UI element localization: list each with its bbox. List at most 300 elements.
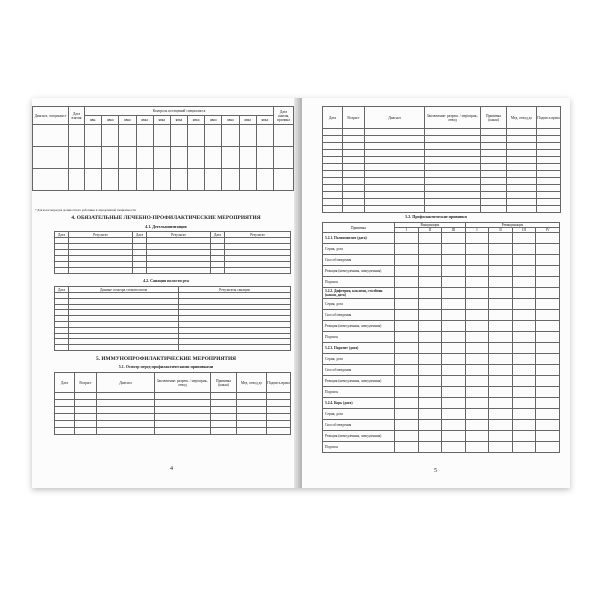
blank-cell <box>75 407 97 414</box>
blank-cell <box>69 169 85 191</box>
blank-cell <box>489 332 513 343</box>
col-vaccine: Прививка <box>323 223 395 233</box>
blank-cell <box>465 299 489 310</box>
blank-cell <box>55 407 75 414</box>
blank-cell <box>507 129 537 136</box>
blank-cell <box>512 398 536 409</box>
blank-cell <box>512 442 536 453</box>
blank-cell <box>418 332 442 343</box>
blank-cell <box>267 428 291 435</box>
blank-cell <box>69 147 85 169</box>
blank-cell <box>465 354 489 365</box>
blank-cell <box>536 266 560 277</box>
left-page <box>32 98 300 488</box>
blank-cell <box>465 442 489 453</box>
blank-cell <box>536 376 560 387</box>
blank-cell <box>418 255 442 266</box>
blank-cell <box>507 150 537 157</box>
table-row <box>323 171 561 178</box>
blank-cell <box>365 206 425 213</box>
blank-cell <box>465 266 489 277</box>
blank-cell <box>425 164 481 171</box>
blank-cell <box>512 332 536 343</box>
blank-cell <box>395 321 419 332</box>
blank-cell <box>102 125 119 147</box>
blank-cell <box>536 365 560 376</box>
vaccine-detail-row <box>323 277 560 288</box>
col-control-visits: Контроль посещений специалиста <box>85 107 274 116</box>
table-row <box>323 129 561 136</box>
blank-cell <box>425 136 481 143</box>
blank-cell <box>33 125 69 147</box>
blank-cell <box>418 277 442 288</box>
row-label: Способ введения <box>323 310 395 321</box>
blank-cell <box>55 400 75 407</box>
blank-cell <box>155 421 211 428</box>
blank-cell <box>481 199 507 206</box>
blank-cell <box>425 199 481 206</box>
blank-cell <box>323 164 343 171</box>
vaccine-group-title: 5.2.2. Дифтерия, коклюш, столбняк (какая, дата) <box>323 288 395 299</box>
blank-cell <box>256 125 273 147</box>
blank-cell <box>536 398 560 409</box>
vaccine-group-title: 5.2.4. Корь (дата) <box>323 398 395 409</box>
col-diagnosis: Диагноз, специалист <box>33 107 69 125</box>
vaccine-detail-row <box>323 365 560 376</box>
blank-cell <box>365 136 425 143</box>
blank-cell <box>512 277 536 288</box>
blank-cell <box>536 354 560 365</box>
dose-number: I <box>395 228 419 233</box>
blank-cell <box>170 147 187 169</box>
blank-cell <box>343 164 365 171</box>
blank-cell <box>489 343 513 354</box>
blank-cell <box>481 136 507 143</box>
blank-cell <box>425 185 481 192</box>
oral-header: Дата <box>55 287 69 293</box>
blank-cell <box>55 421 75 428</box>
blank-cell <box>323 192 343 199</box>
blank-cell <box>343 129 365 136</box>
blank-cell <box>211 393 237 400</box>
blank-cell <box>507 136 537 143</box>
blank-cell <box>33 147 69 169</box>
blank-cell <box>395 332 419 343</box>
blank-cell <box>153 125 170 147</box>
month-cell: явка <box>153 116 170 125</box>
blank-cell <box>365 171 425 178</box>
blank-cell <box>267 414 291 421</box>
blank-cell <box>442 376 466 387</box>
blank-cell <box>395 420 419 431</box>
row-label: Реакция (немедленная, замедленная) <box>323 376 395 387</box>
blank-cell <box>465 387 489 398</box>
blank-cell <box>536 387 560 398</box>
blank-cell <box>418 420 442 431</box>
blank-cell <box>133 268 147 274</box>
blank-cell <box>465 431 489 442</box>
blank-cell <box>365 157 425 164</box>
dose-number: III <box>442 228 466 233</box>
blank-cell <box>395 266 419 277</box>
blank-cell <box>222 125 239 147</box>
oral-header: Данные осмотра стоматологом <box>69 287 179 293</box>
blank-cell <box>237 393 267 400</box>
blank-cell <box>136 169 153 191</box>
blank-cell <box>481 171 507 178</box>
blank-cell <box>365 185 425 192</box>
blank-cell <box>537 206 561 213</box>
blank-cell <box>55 428 75 435</box>
month-cell: явка <box>239 116 256 125</box>
blank-cell <box>465 376 489 387</box>
blank-cell <box>211 400 237 407</box>
blank-cell <box>418 244 442 255</box>
blank-cell <box>205 147 222 169</box>
blank-cell <box>365 164 425 171</box>
blank-cell <box>323 136 343 143</box>
blank-cell <box>97 400 155 407</box>
blank-cell <box>536 233 560 244</box>
blank-cell <box>442 310 466 321</box>
table-row <box>323 157 561 164</box>
blank-cell <box>481 192 507 199</box>
blank-cell <box>418 376 442 387</box>
blank-cell <box>512 266 536 277</box>
blank-cell <box>465 255 489 266</box>
blank-cell <box>395 233 419 244</box>
blank-cell <box>205 125 222 147</box>
col-date-taken: Дата взятия <box>69 107 85 125</box>
blank-cell <box>119 147 136 169</box>
exam-header: Дата <box>323 107 343 129</box>
table-row <box>323 136 561 143</box>
month-cell: явка <box>188 116 205 125</box>
blank-cell <box>442 233 466 244</box>
blank-cell <box>237 407 267 414</box>
exam-header: Мед. отвод до <box>237 373 267 393</box>
blank-cell <box>343 171 365 178</box>
row-label: Способ введения <box>323 365 395 376</box>
blank-cell <box>343 143 365 150</box>
blank-cell <box>323 143 343 150</box>
blank-cell <box>418 233 442 244</box>
vaccine-detail-row <box>323 255 560 266</box>
blank-cell <box>512 354 536 365</box>
blank-cell <box>512 244 536 255</box>
vaccine-group-row <box>323 343 560 354</box>
blank-cell <box>211 428 237 435</box>
blank-cell <box>343 150 365 157</box>
table-row <box>323 206 561 213</box>
blank-cell <box>97 393 155 400</box>
col-date-removal: Дата снятия, причина <box>274 107 294 125</box>
blank-cell <box>274 147 294 169</box>
blank-cell <box>237 428 267 435</box>
blank-cell <box>395 354 419 365</box>
exam-header: Подпись врача <box>537 107 561 129</box>
blank-cell <box>256 147 273 169</box>
blank-cell <box>256 169 273 191</box>
dose-number: II <box>489 228 513 233</box>
blank-cell <box>395 431 419 442</box>
blank-cell <box>395 376 419 387</box>
month-cell: явка <box>102 116 119 125</box>
blank-cell <box>465 420 489 431</box>
blank-cell <box>418 409 442 420</box>
exam-header: Мед. отвод до <box>507 107 537 129</box>
blank-cell <box>119 125 136 147</box>
blank-cell <box>147 268 211 274</box>
blank-cell <box>119 169 136 191</box>
blank-cell <box>239 169 256 191</box>
blank-cell <box>536 409 560 420</box>
deworming-table <box>54 231 291 274</box>
blank-cell <box>512 365 536 376</box>
vaccine-detail-row <box>323 442 560 453</box>
blank-cell <box>55 414 75 421</box>
blank-cell <box>536 255 560 266</box>
blank-cell <box>489 255 513 266</box>
blank-cell <box>274 169 294 191</box>
blank-cell <box>425 129 481 136</box>
blank-cell <box>425 192 481 199</box>
row-label: Подпись <box>323 332 395 343</box>
blank-cell <box>222 147 239 169</box>
blank-cell <box>155 428 211 435</box>
dose-number: I <box>465 228 489 233</box>
blank-cell <box>155 414 211 421</box>
blank-cell <box>442 409 466 420</box>
blank-cell <box>85 125 102 147</box>
vaccine-detail-row <box>323 420 560 431</box>
blank-cell <box>170 125 187 147</box>
exam-header: Возраст <box>343 107 365 129</box>
blank-cell <box>343 178 365 185</box>
table-row <box>323 143 561 150</box>
blank-cell <box>418 266 442 277</box>
blank-cell <box>418 431 442 442</box>
blank-cell <box>465 332 489 343</box>
month-cell: явка <box>119 116 136 125</box>
blank-cell <box>418 343 442 354</box>
blank-cell <box>465 343 489 354</box>
blank-cell <box>395 310 419 321</box>
blank-cell <box>536 442 560 453</box>
blank-cell <box>343 199 365 206</box>
blank-cell <box>489 321 513 332</box>
blank-cell <box>75 400 97 407</box>
blank-cell <box>418 398 442 409</box>
blank-cell <box>365 129 425 136</box>
blank-cell <box>442 442 466 453</box>
blank-cell <box>225 268 291 274</box>
vaccine-detail-row <box>323 376 560 387</box>
blank-cell <box>442 398 466 409</box>
blank-cell <box>442 299 466 310</box>
blank-cell <box>536 332 560 343</box>
blank-cell <box>507 206 537 213</box>
blank-cell <box>395 387 419 398</box>
blank-cell <box>323 129 343 136</box>
deworm-header: Результат <box>69 232 133 238</box>
blank-cell <box>365 178 425 185</box>
blank-cell <box>489 398 513 409</box>
vaccine-detail-row <box>323 321 560 332</box>
row-label: Реакция (немедленная, замедленная) <box>323 266 395 277</box>
blank-cell <box>489 376 513 387</box>
blank-cell <box>211 421 237 428</box>
blank-cell <box>465 310 489 321</box>
oral-sanitation-table <box>54 286 291 351</box>
col-revaccination: Ревакцинация <box>465 223 559 228</box>
blank-cell <box>155 400 211 407</box>
vaccine-group-title: 5.2.3. Паротит (дата) <box>323 343 395 354</box>
notebook-spread <box>32 98 570 488</box>
blank-cell <box>222 169 239 191</box>
blank-cell <box>536 299 560 310</box>
exam-header: Возраст <box>75 373 97 393</box>
blank-cell <box>512 310 536 321</box>
month-cell: явка <box>170 116 187 125</box>
row-label: Серия, доза <box>323 299 395 310</box>
blank-cell <box>267 393 291 400</box>
table-row <box>55 393 291 400</box>
blank-cell <box>481 129 507 136</box>
blank-cell <box>537 143 561 150</box>
blank-cell <box>395 365 419 376</box>
deworm-header: Результат <box>147 232 211 238</box>
blank-cell <box>537 185 561 192</box>
blank-cell <box>136 147 153 169</box>
blank-cell <box>365 192 425 199</box>
blank-cell <box>55 393 75 400</box>
blank-cell <box>489 244 513 255</box>
blank-cell <box>395 277 419 288</box>
blank-cell <box>537 150 561 157</box>
blank-cell <box>418 310 442 321</box>
blank-cell <box>442 288 466 299</box>
deworm-header: Дата <box>211 232 225 238</box>
vaccine-detail-row <box>323 387 560 398</box>
blank-cell <box>465 288 489 299</box>
blank-cell <box>489 233 513 244</box>
blank-cell <box>155 407 211 414</box>
blank-cell <box>153 169 170 191</box>
row-label: Способ введения <box>323 255 395 266</box>
blank-cell <box>102 169 119 191</box>
section-5-1-title: 5.1. Осмотр перед профилактическими прививками <box>118 364 214 369</box>
blank-cell <box>507 143 537 150</box>
table-row <box>323 192 561 199</box>
blank-cell <box>395 255 419 266</box>
blank-cell <box>205 169 222 191</box>
table-row <box>323 164 561 171</box>
blank-cell <box>481 178 507 185</box>
blank-cell <box>512 299 536 310</box>
blank-cell <box>536 420 560 431</box>
blank-cell <box>465 244 489 255</box>
footnote: * Для кологоворед на должностного работника и определенной специальности <box>35 208 136 212</box>
blank-cell <box>323 199 343 206</box>
blank-cell <box>136 125 153 147</box>
blank-cell <box>418 299 442 310</box>
blank-cell <box>153 147 170 169</box>
page-number-left: 4 <box>170 466 173 472</box>
blank-cell <box>442 321 466 332</box>
vaccine-group-row <box>323 398 560 409</box>
blank-cell <box>512 420 536 431</box>
exam-header: Диагноз <box>365 107 425 129</box>
blank-cell <box>323 171 343 178</box>
blank-cell <box>102 147 119 169</box>
blank-cell <box>85 147 102 169</box>
blank-cell <box>425 171 481 178</box>
blank-cell <box>211 268 225 274</box>
table-row <box>55 428 291 435</box>
blank-cell <box>512 376 536 387</box>
vaccine-detail-row <box>323 332 560 343</box>
blank-cell <box>489 288 513 299</box>
blank-cell <box>507 192 537 199</box>
blank-cell <box>188 125 205 147</box>
blank-cell <box>489 431 513 442</box>
blank-cell <box>211 407 237 414</box>
section-4-1-title: 4.1. Дегельминтизация <box>145 224 187 229</box>
blank-cell <box>536 321 560 332</box>
blank-cell <box>489 365 513 376</box>
vaccine-detail-row <box>323 354 560 365</box>
exam-header: Подпись врача <box>267 373 291 393</box>
blank-cell <box>239 125 256 147</box>
blank-cell <box>179 345 291 351</box>
vaccine-group-row <box>323 233 560 244</box>
blank-cell <box>465 398 489 409</box>
blank-cell <box>442 244 466 255</box>
vaccine-group-row <box>323 288 560 299</box>
blank-cell <box>323 150 343 157</box>
table-row <box>323 150 561 157</box>
blank-cell <box>442 332 466 343</box>
blank-cell <box>365 150 425 157</box>
blank-cell <box>395 442 419 453</box>
blank-cell <box>481 164 507 171</box>
blank-cell <box>507 157 537 164</box>
blank-cell <box>188 147 205 169</box>
table-row <box>55 345 291 351</box>
blank-cell <box>442 365 466 376</box>
col-vaccination: Вакцинация <box>395 223 466 228</box>
blank-cell <box>343 157 365 164</box>
blank-cell <box>395 299 419 310</box>
blank-cell <box>323 157 343 164</box>
oral-header: Результаты санации <box>179 287 291 293</box>
blank-cell <box>211 414 237 421</box>
row-label: Подпись <box>323 277 395 288</box>
blank-cell <box>481 206 507 213</box>
blank-cell <box>395 398 419 409</box>
table-row <box>55 421 291 428</box>
blank-cell <box>442 277 466 288</box>
blank-cell <box>442 266 466 277</box>
exam-header: Прививка (какая) <box>481 107 507 129</box>
blank-cell <box>425 157 481 164</box>
vaccine-detail-row <box>323 310 560 321</box>
blank-cell <box>97 407 155 414</box>
month-cell: явка <box>205 116 222 125</box>
blank-cell <box>507 199 537 206</box>
blank-cell <box>537 178 561 185</box>
